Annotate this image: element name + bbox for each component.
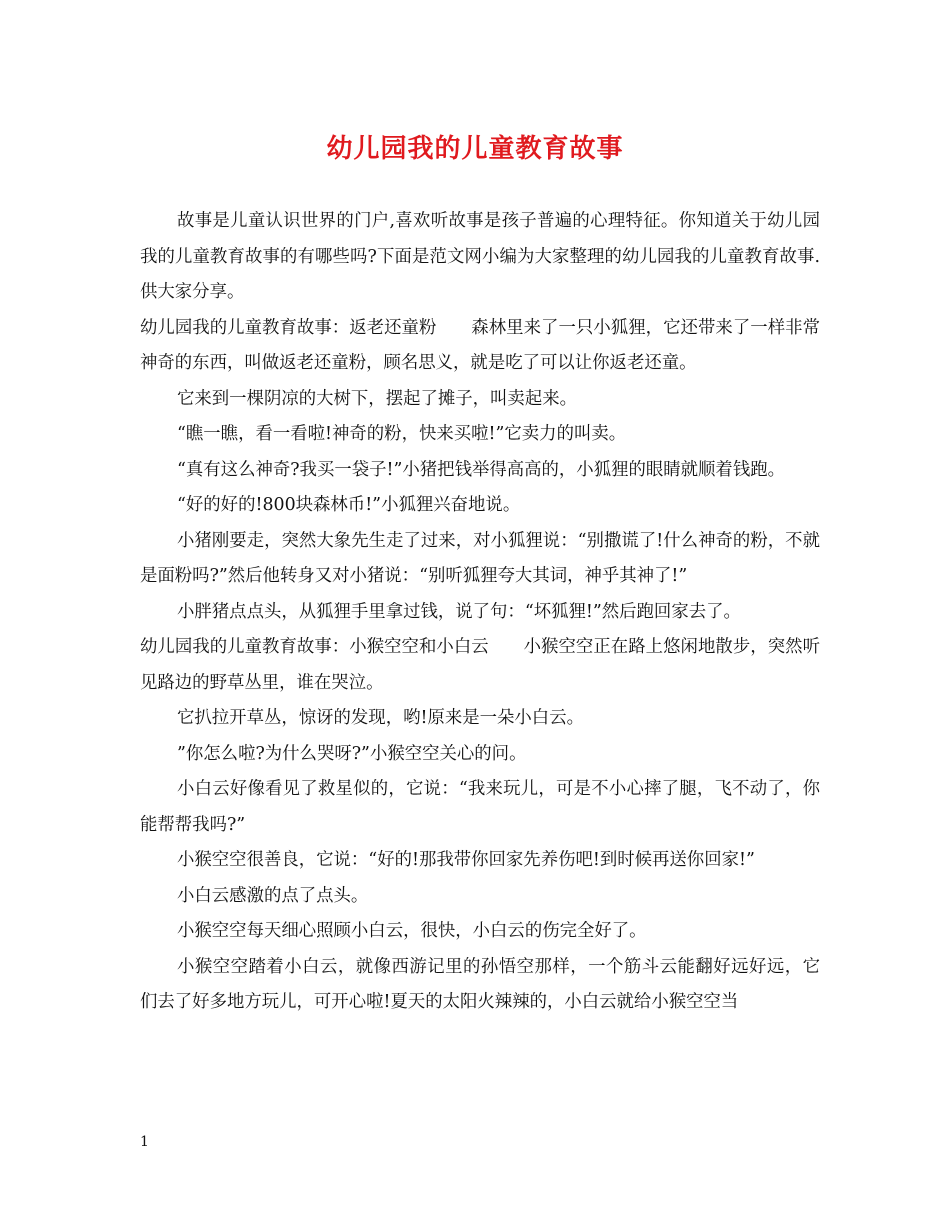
paragraph: 小猴空空每天细心照顾小白云，很快，小白云的伤完全好了。 <box>177 921 647 941</box>
paragraph: 小白云感激的点了点头。 <box>177 885 369 906</box>
paragraph: ”你怎么啦?为什么哭呀?”小猴空空关心的问。 <box>177 743 527 764</box>
article-body <box>140 204 820 1021</box>
paragraph: 它扒拉开草丛，惊讶的发现，哟!原来是一朵小白云。 <box>177 708 584 728</box>
paragraph: 小猪刚要走，突然大象先生走了过来，对小狐狸说：“别撒谎了!什么神奇的粉，不就是面粉吗?”然后他转身又对小猪说：“别听狐狸夸大其词，神乎其神了!” <box>140 530 820 586</box>
paragraph: 小白云好像看见了救星似的，它说：“我来玩儿，可是不小心摔了腿，飞不动了，你能帮帮我吗?” <box>140 779 820 835</box>
paragraph: “真有这么神奇?我买一袋子!”小猪把钱举得高高的，小狐狸的眼睛就顺着钱跑。 <box>177 459 785 480</box>
page-number: 1 <box>140 1134 149 1150</box>
paragraph: 小胖猪点点头，从狐狸手里拿过钱，说了句：“坏狐狸!”然后跑回家去了。 <box>177 601 741 622</box>
page-title: 幼儿园我的儿童教育故事 <box>326 134 624 164</box>
paragraph-intro: 故事是儿童认识世界的门户,喜欢听故事是孩子普遍的心理特征。你知道关于幼儿园我的儿童教育故事的有哪些吗?下面是范文网小编为大家整理的幼儿园我的儿童教育故事.供大家分享。 <box>140 211 820 302</box>
paragraph-story1-heading: 幼儿园我的儿童教育故事：返老还童粉 森林里来了一只小狐狸，它还带来了一样非常神奇的东西，叫做返老还童粉，顾名思义，就是吃了可以让你返老还童。 <box>140 317 820 373</box>
paragraph: “好的好的!800块森林币!”小狐狸兴奋地说。 <box>177 495 521 515</box>
paragraph: 小猴空空很善良，它说：“好的!那我带你回家先养伤吧!到时候再送你回家!” <box>177 850 755 870</box>
paragraph-story2-heading: 幼儿园我的儿童教育故事：小猴空空和小白云 小猴空空正在路上悠闲地散步，突然听见路边的野草丛里，谁在哭泣。 <box>140 637 820 693</box>
paragraph: 它来到一棵阴凉的大树下，摆起了摊子，叫卖起来。 <box>177 388 577 409</box>
paragraph: 小猴空空踏着小白云，就像西游记里的孙悟空那样，一个筋斗云能翻好远好远，它们去了好多地方玩儿，可开心啦!夏天的太阳火辣辣的，小白云就给小猴空空当 <box>140 956 820 1012</box>
paragraph: “瞧一瞧，看一看啦!神奇的粉，快来买啦!”它卖力的叫卖。 <box>177 424 627 444</box>
